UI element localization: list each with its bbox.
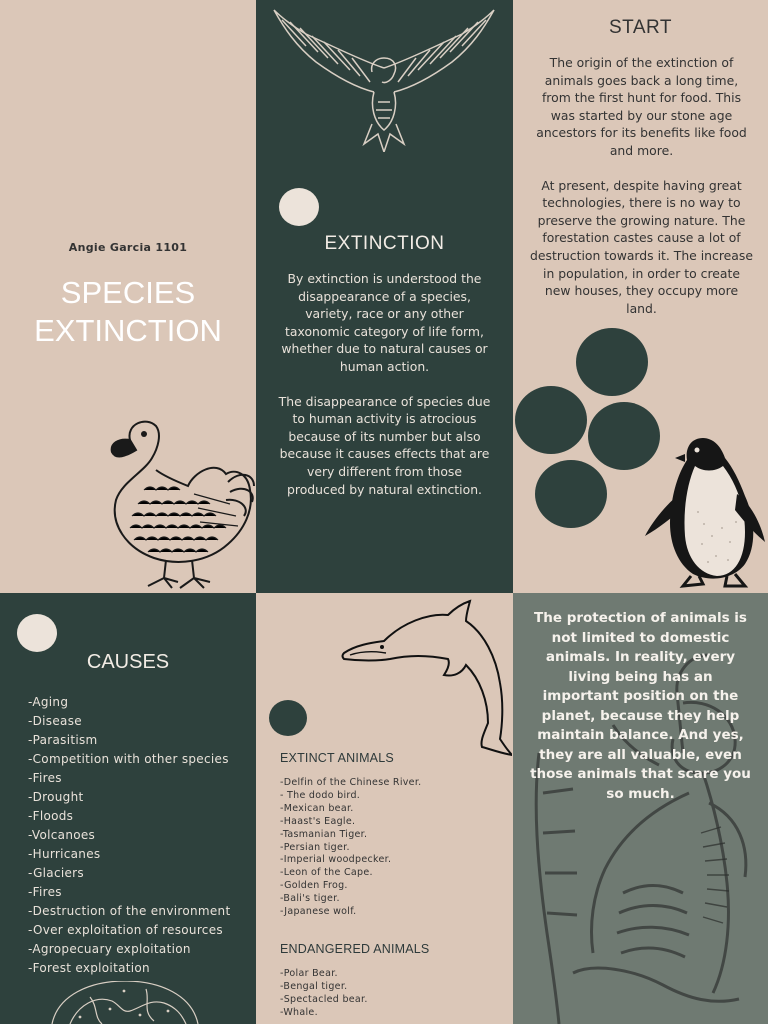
start-paragraph-1: The origin of the extinction of animals goes back a long time, from the first hunt for food. This was started by our stone age ancestors for its benefits like food and more. — [536, 55, 747, 158]
extinct-animal-item: -Persian tiger. — [280, 841, 350, 853]
extinction-heading: EXTINCTION — [324, 233, 445, 254]
protection-text: The protection of animals is not limited to domestic animals. In reality, every living being has an important position on the planet, because they help maintain balance. And yes, they are all valuable, even those animals that scare you so much. — [530, 610, 751, 802]
extinct-animal-item: -Haast's Eagle. — [280, 815, 356, 827]
endangered-animals-list — [280, 968, 368, 1020]
cause-item: -Hurricanes — [28, 847, 101, 861]
cause-item: -Over exploitation of resources — [28, 923, 223, 937]
cause-item: -Glaciers — [28, 866, 84, 880]
globe-illustration — [50, 981, 200, 1024]
dodo-illustration — [108, 412, 256, 593]
decorative-circle — [269, 700, 307, 736]
extinct-animal-item: -Leon of the Cape. — [280, 867, 373, 879]
eagle-illustration — [266, 6, 502, 152]
extinct-animals-list — [280, 777, 421, 919]
cause-item: -Drought — [28, 790, 84, 804]
cover-title-line1: SPECIES — [60, 275, 196, 310]
extinction-body — [276, 270, 493, 498]
animal-lists-panel — [256, 593, 513, 1024]
penguin-illustration — [641, 432, 768, 592]
cause-item: -Floods — [28, 809, 74, 823]
start-panel — [513, 0, 768, 593]
extinction-panel — [256, 0, 513, 593]
causes-list — [28, 693, 230, 978]
cause-item: -Disease — [28, 714, 82, 728]
extinct-animal-item: -Imperial woodpecker. — [280, 854, 392, 866]
cause-item: -Fires — [28, 771, 62, 785]
cover-panel — [0, 0, 256, 593]
start-paragraph-2: At present, despite having great technologies, there is no way to preserve the growing nature. The forestation castes cause a lot of destruction towards it. The increase in population, in order to create new houses, they occupy more land. — [530, 177, 753, 316]
decorative-circle — [515, 386, 587, 454]
extinct-animal-item: -Golden Frog. — [280, 880, 348, 892]
extinct-animals-heading: EXTINCT ANIMALS — [280, 751, 394, 765]
cause-item: -Forest exploitation — [28, 961, 150, 975]
decorative-circle — [279, 188, 319, 226]
cause-item: -Aging — [28, 695, 69, 709]
extinction-paragraph-2: The disappearance of species due to human activity is atrocious because of its number but also because it causes effects that are very different from those produced by natural extinction. — [278, 393, 491, 497]
dolphin-illustration — [340, 599, 512, 759]
cause-item: -Fires — [28, 885, 62, 899]
extinct-animal-item: -Mexican bear. — [280, 802, 354, 814]
decorative-circle — [17, 614, 57, 652]
causes-heading: CAUSES — [86, 651, 170, 673]
cover-title — [0, 274, 256, 350]
start-heading: START — [608, 17, 673, 38]
start-body — [529, 54, 754, 317]
decorative-circle — [535, 460, 607, 528]
endangered-animal-item: -Bengal tiger. — [280, 980, 348, 992]
endangered-animal-item: -Spectacled bear. — [280, 993, 368, 1005]
extinct-animal-item: -Bali's tiger. — [280, 893, 340, 905]
endangered-animal-item: -Polar Bear. — [280, 968, 338, 979]
extinct-animal-item: -Tasmanian Tiger. — [280, 828, 368, 840]
cause-item: -Destruction of the environment — [28, 904, 231, 918]
decorative-circle — [576, 328, 648, 396]
cause-item: -Competition with other species — [28, 752, 229, 766]
extinct-animal-item: -Delfin of the Chinese River. — [280, 777, 422, 788]
extinct-animal-item: - The dodo bird. — [280, 789, 361, 801]
causes-panel — [0, 593, 256, 1024]
cover-title-line2: EXTINCTION — [34, 313, 222, 348]
cause-item: -Parasitism — [28, 733, 98, 747]
extinct-animal-item: -Japanese wolf. — [280, 906, 357, 918]
endangered-animal-item: -Whale. — [280, 1006, 318, 1018]
endangered-animals-heading: ENDANGERED ANIMALS — [280, 942, 430, 956]
author-name: Angie Garcia 1101 — [68, 241, 188, 254]
protection-panel — [513, 593, 768, 1024]
cause-item: -Agropecuary exploitation — [28, 942, 191, 956]
extinction-paragraph-1: By extinction is understood the disappearance of a species, variety, race or any other taxonomic category of life form, whether due to natural causes or human action. — [281, 271, 488, 374]
cause-item: -Volcanoes — [28, 828, 96, 842]
